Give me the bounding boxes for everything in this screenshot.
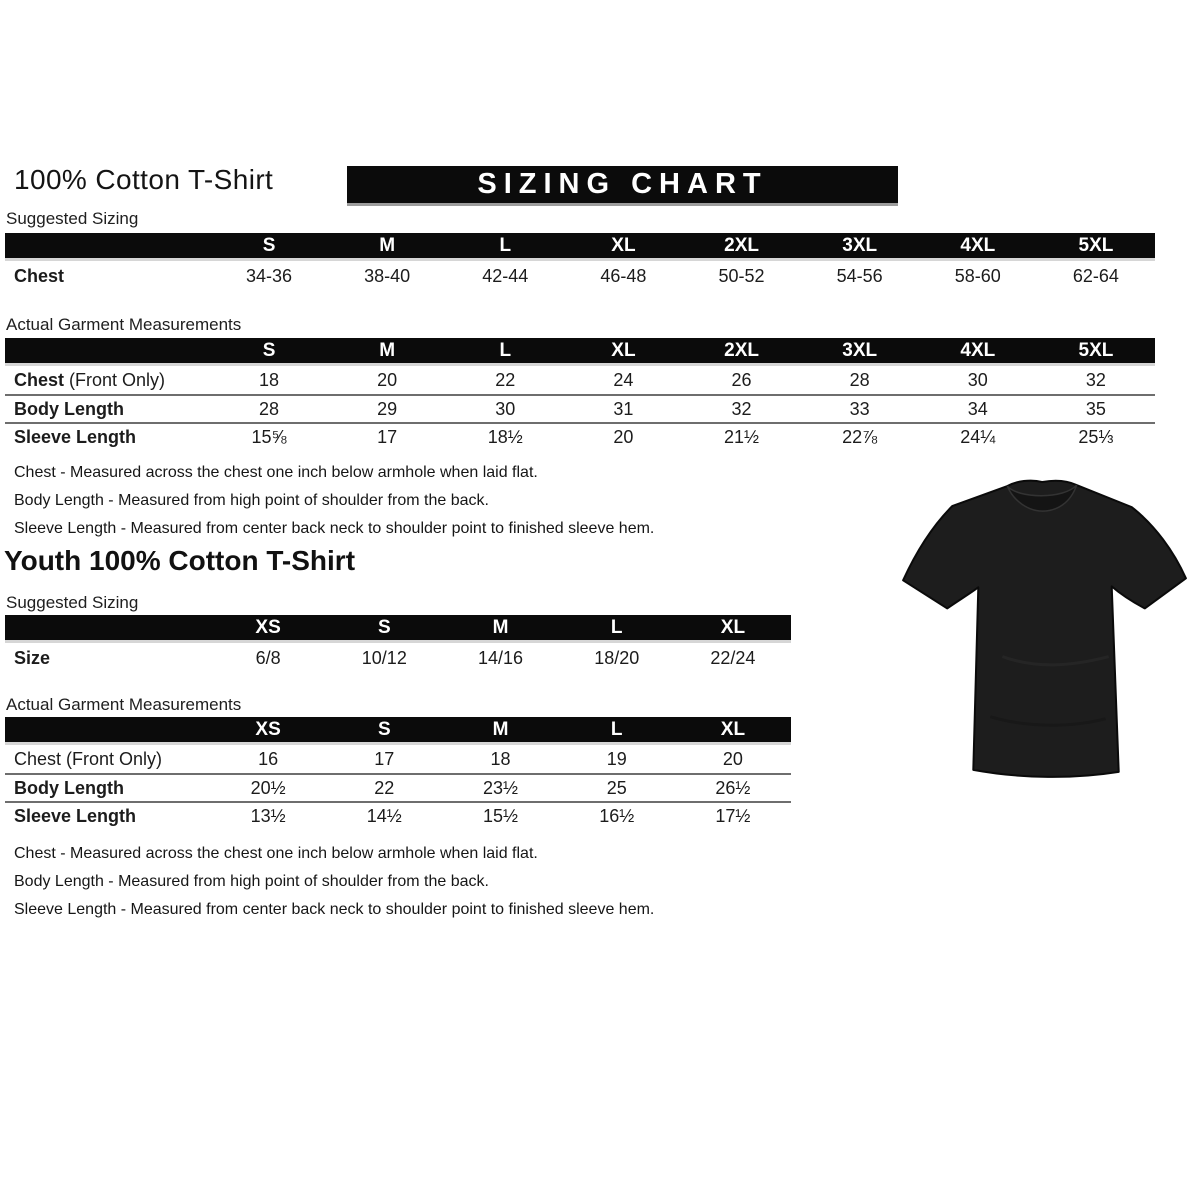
table-cell: 46-48 (600, 266, 647, 286)
column-header: M (379, 234, 396, 256)
row-label: Body Length (14, 398, 124, 419)
table-cell: 16½ (599, 805, 635, 826)
table-cell: 22/24 (710, 648, 756, 668)
table-cell: 25⅓ (1078, 426, 1114, 447)
table-row (5, 366, 1155, 394)
adult-title: 100% Cotton T-Shirt (14, 164, 274, 195)
column-header: 4XL (960, 339, 996, 361)
table-cell: 54-56 (836, 266, 883, 286)
table-cell: 18/20 (594, 648, 640, 668)
row-label: Size (14, 648, 51, 668)
note-line: Body Length - Measured from high point of shoulder from the back. (14, 492, 489, 509)
adult-measurements-table (5, 338, 1155, 450)
table-cell: 20½ (250, 777, 286, 798)
row-label: Chest (Front Only) (14, 748, 163, 769)
table-row (5, 422, 1155, 450)
column-header: M (379, 339, 396, 361)
column-header: 3XL (842, 234, 878, 256)
table-row (5, 261, 1155, 292)
adult-suggested-label: Suggested Sizing (6, 209, 139, 228)
youth-measurement-notes (14, 840, 654, 924)
table-cell: 16 (258, 748, 279, 769)
column-header: 5XL (1078, 339, 1114, 361)
table-cell: 18½ (487, 426, 523, 447)
table-cell: 22 (374, 777, 395, 798)
table-cell: 15½ (482, 805, 519, 826)
black-tshirt-image (890, 466, 1196, 812)
column-header: 5XL (1078, 234, 1114, 256)
column-header: L (610, 616, 623, 638)
table-cell: 38-40 (364, 266, 411, 286)
table-row (5, 643, 791, 674)
youth-suggested-label: Suggested Sizing (6, 593, 139, 612)
column-header: XL (611, 234, 636, 256)
column-header: XS (255, 616, 281, 638)
column-header: 3XL (842, 339, 878, 361)
adult-suggested-header-row (5, 233, 1155, 261)
table-cell: 28 (849, 369, 870, 390)
column-header: L (610, 718, 623, 740)
row-label: Body Length (14, 777, 124, 798)
table-cell: 32 (1085, 369, 1106, 390)
table-cell: 15⅝ (251, 426, 287, 447)
youth-suggested-header-row (5, 615, 791, 643)
column-header: M (492, 616, 509, 638)
column-header: M (492, 718, 509, 740)
table-cell: 14/16 (477, 648, 524, 668)
row-label: Chest (14, 266, 65, 286)
table-cell: 10/12 (361, 648, 407, 668)
adult-measurement-notes (14, 459, 654, 543)
table-cell: 58-60 (954, 266, 1001, 286)
youth-actual-label: Actual Garment Measurements (6, 695, 242, 714)
table-row (5, 801, 791, 829)
adult-actual-label: Actual Garment Measurements (6, 315, 242, 334)
table-cell: 22 (495, 369, 516, 390)
table-cell: 20 (613, 426, 634, 447)
note-line: Chest - Measured across the chest one inch below armhole when laid flat. (14, 845, 538, 862)
column-header: XS (255, 718, 281, 740)
note-line: Chest - Measured across the chest one inch below armhole when laid flat. (14, 464, 538, 481)
table-cell: 22⅞ (842, 426, 878, 447)
table-cell: 29 (377, 398, 398, 419)
table-cell: 13½ (250, 805, 286, 826)
sizing-chart-banner: SIZING CHART (347, 166, 898, 206)
table-cell: 34 (967, 398, 988, 419)
column-header: XL (720, 616, 746, 638)
table-cell: 17½ (715, 805, 751, 826)
youth-measurements-header-row (5, 717, 791, 745)
column-header: L (499, 234, 512, 256)
row-label (5, 370, 210, 391)
adult-suggested-table (5, 233, 1155, 292)
table-cell: 18 (259, 369, 280, 390)
column-header: XL (611, 339, 636, 361)
youth-measurements-table (5, 717, 791, 829)
adult-measurements-header-row (5, 338, 1155, 366)
table-cell: 62-64 (1072, 266, 1119, 286)
table-cell: 31 (613, 398, 634, 419)
table-row (5, 773, 791, 801)
column-header: 2XL (724, 339, 759, 361)
table-cell: 6/8 (255, 648, 281, 668)
table-cell: 42-44 (482, 266, 529, 286)
column-header: XL (720, 718, 746, 740)
row-label: Sleeve Length (14, 426, 137, 447)
note-line: Sleeve Length - Measured from center back neck to shoulder point to finished sleeve hem. (14, 520, 655, 537)
table-row (5, 745, 791, 773)
table-cell: 23½ (482, 777, 519, 798)
table-cell: 28 (259, 398, 280, 419)
table-cell: 25 (606, 777, 627, 798)
table-cell: 17 (374, 748, 395, 769)
table-row (5, 394, 1155, 422)
row-label-suffix: (Front Only) (64, 369, 166, 390)
table-cell: 26½ (715, 777, 751, 798)
tshirt-graphic (890, 466, 1196, 812)
column-header: S (377, 616, 391, 638)
table-cell: 24¼ (960, 426, 996, 447)
column-header: L (499, 339, 512, 361)
note-line: Body Length - Measured from high point of shoulder from the back. (14, 873, 489, 890)
table-cell: 20 (722, 748, 743, 769)
table-cell: 14½ (366, 805, 402, 826)
table-cell: 50-52 (718, 266, 765, 286)
table-cell: 26 (731, 369, 752, 390)
table-cell: 32 (731, 398, 752, 419)
youth-suggested-table (5, 615, 791, 674)
column-header: S (262, 339, 276, 361)
table-cell: 18 (490, 748, 511, 769)
table-cell: 30 (495, 398, 516, 419)
column-header: S (377, 718, 391, 740)
table-cell: 19 (606, 748, 627, 769)
column-header: 2XL (724, 234, 759, 256)
table-cell: 20 (377, 369, 398, 390)
column-header: 4XL (960, 234, 996, 256)
table-cell: 17 (377, 426, 398, 447)
row-label: Sleeve Length (14, 805, 137, 826)
table-cell: 33 (849, 398, 870, 419)
column-header: S (262, 234, 276, 256)
table-cell: 24 (613, 369, 634, 390)
table-cell: 30 (967, 369, 988, 390)
table-cell: 21½ (724, 426, 760, 447)
youth-title: Youth 100% Cotton T-Shirt (4, 545, 356, 576)
note-line: Sleeve Length - Measured from center back neck to shoulder point to finished sleeve hem. (14, 901, 655, 918)
table-cell: 35 (1085, 398, 1106, 419)
row-label-main: Chest (14, 369, 65, 390)
table-cell: 34-36 (246, 266, 293, 286)
